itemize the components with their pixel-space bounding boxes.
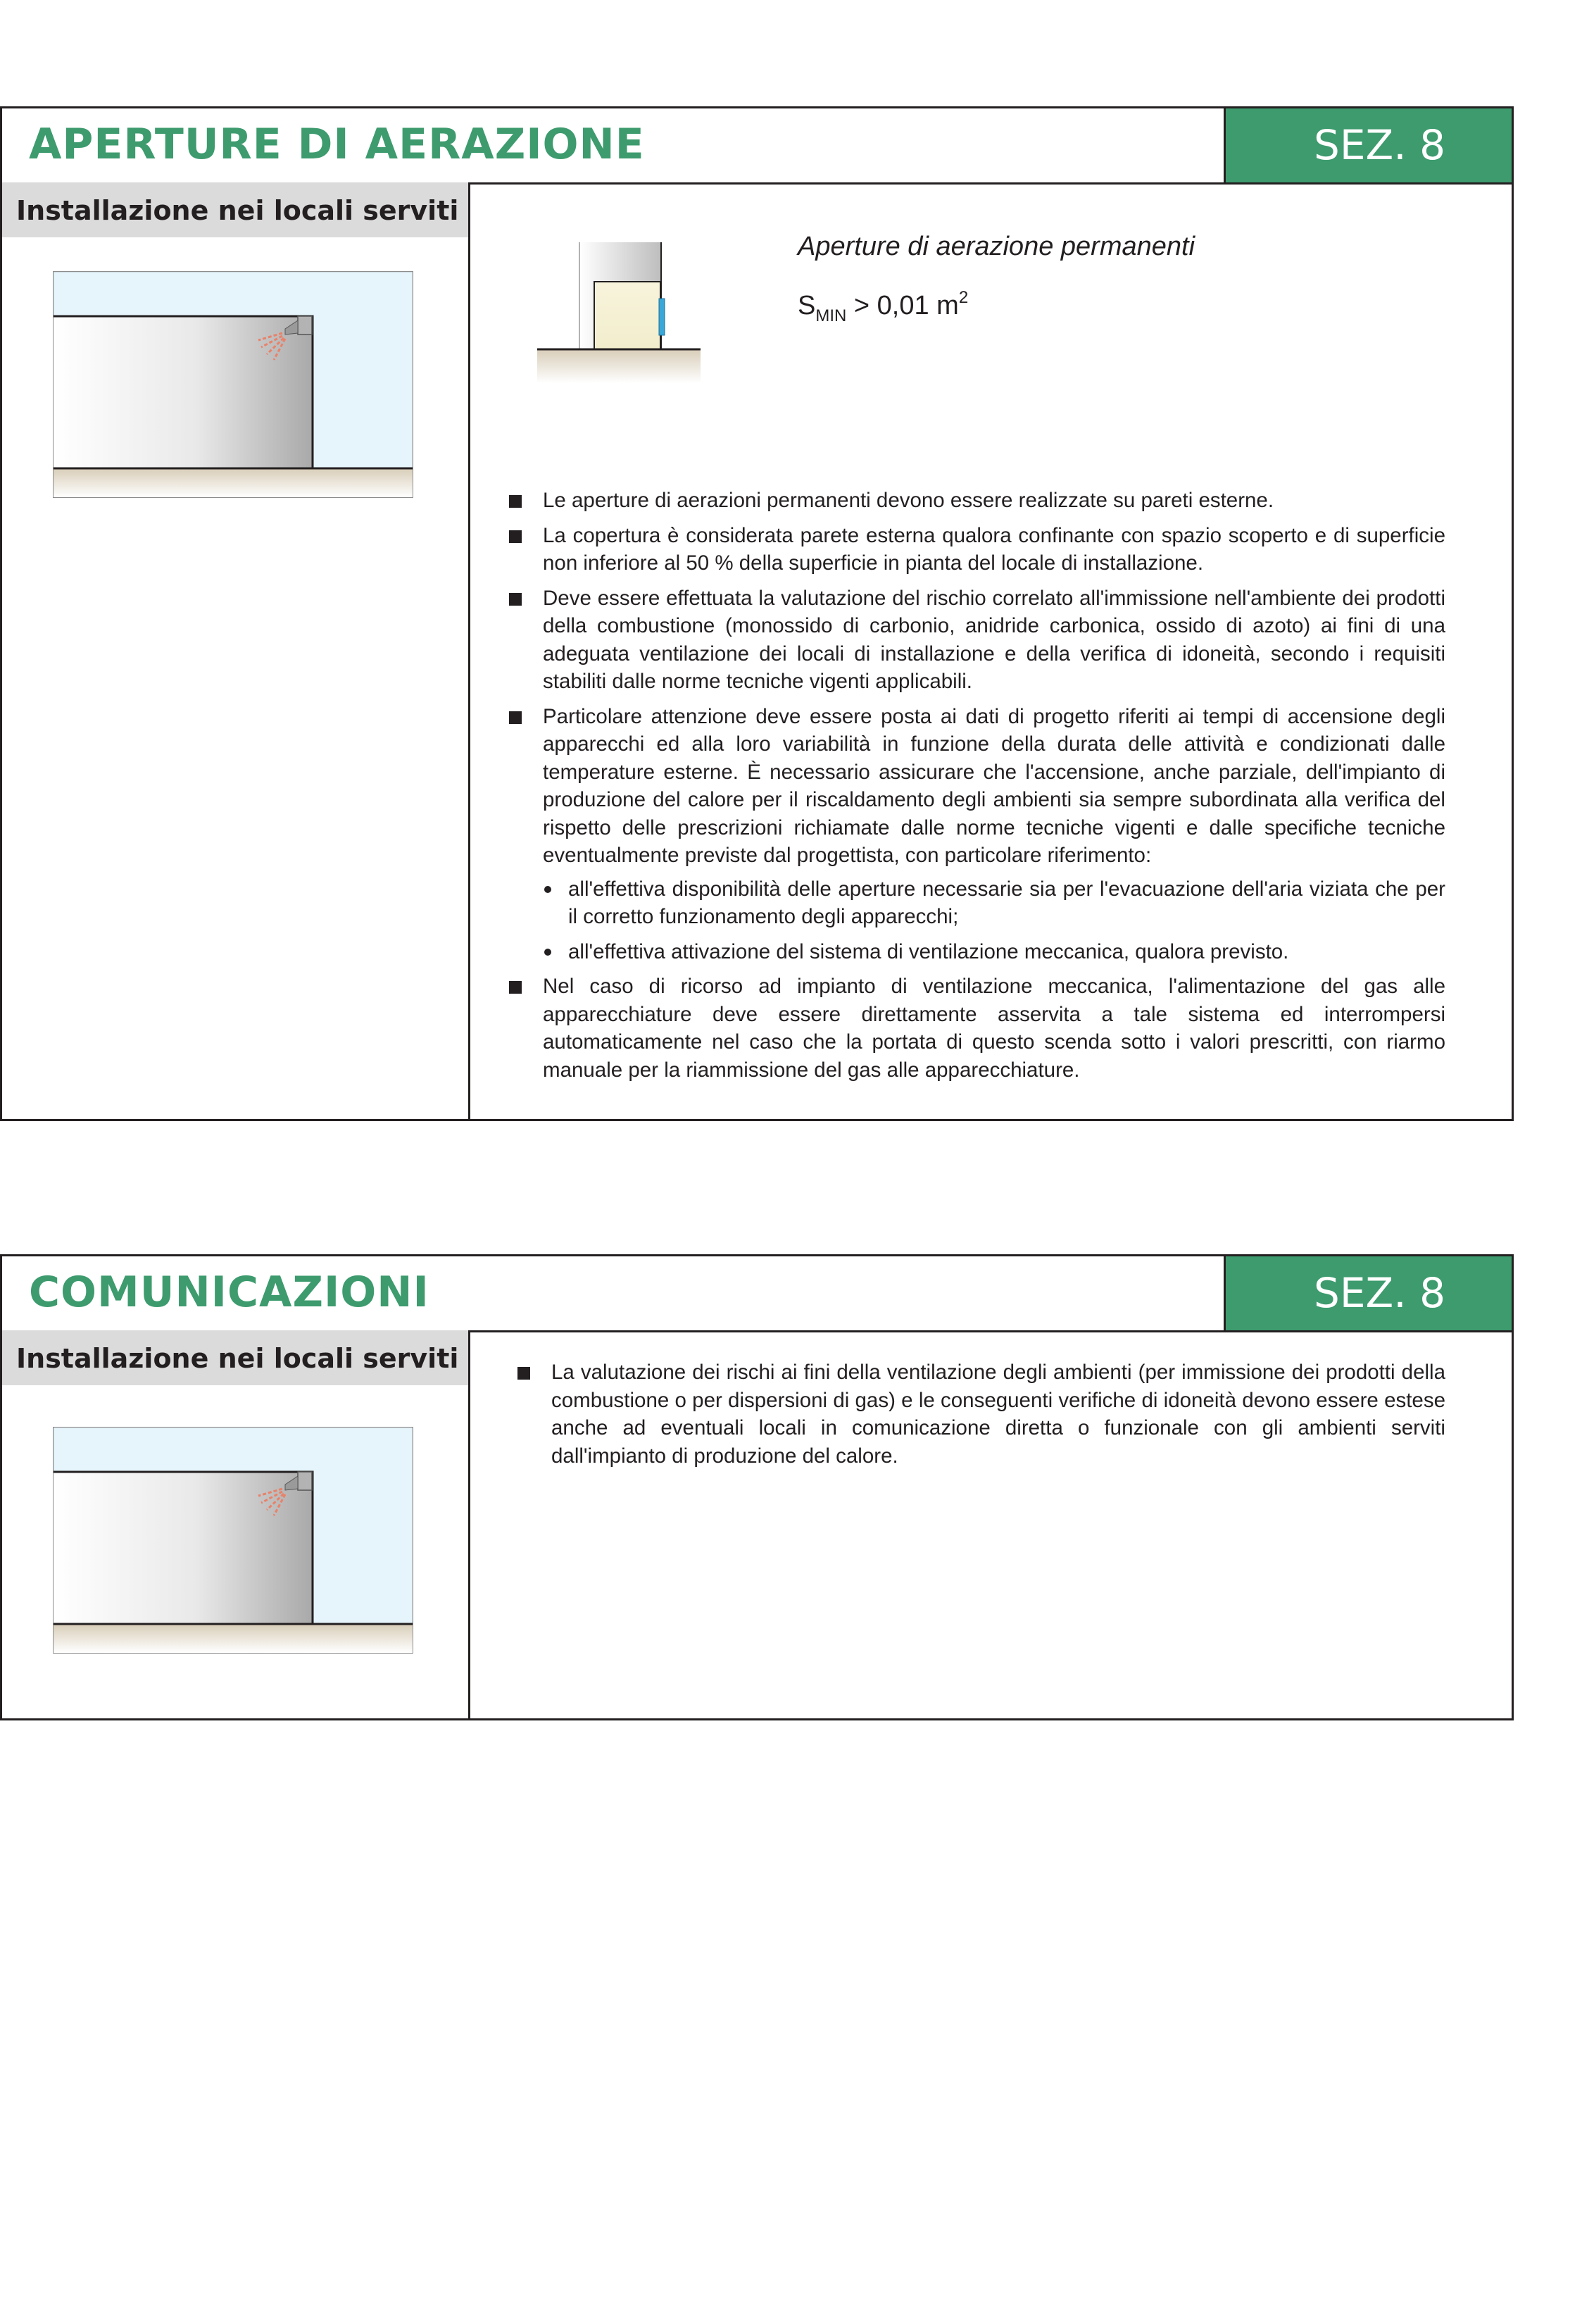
formula-subscript: MIN	[815, 306, 847, 325]
list-item: La valutazione dei rischi ai fini della ventilazione degli ambienti (per immissione dei prodotti della combustione o per dispersioni di gas) e le conseguenti verifiche di idoneità devono essere estese anche ad eventuali locali in comunicazione diretta o funzionale con gli ambienti serviti dall'impianto di produzione del calore.	[517, 1358, 1445, 1470]
subheader	[2, 182, 468, 237]
list-item-text: Particolare attenzione deve essere posta ai dati di progetto riferiti ai tempi di accensione degli apparecchi ed alla loro variabilità in funzione della durata delle attività e condizionati dalle temperature esterne. È necessario assicurare che l'accensione, anche parziale, dell'impianto di produzione del calore per il riscaldamento degli ambienti sia sempre subordinata alla verifica del rispetto delle prescrizioni richiamate dalle norme tecniche vigenti e dalle specifiche tecniche eventualmente previste dal progettista, con particolare riferimento:	[543, 704, 1445, 867]
formula-symbol: S	[798, 291, 816, 320]
formula-relation: > 0,01 m	[846, 291, 959, 320]
section-number-badge	[1224, 1256, 1512, 1330]
list-item: Deve essere effettuata la valutazione del rischio correlato all'immissione nell'ambiente dei prodotti della combustione (monossido di carbonio, anidride carbonica, ossido di azoto) ai fini di una adeguata ventilazione dei locali di installazione e della verifica di idoneità, secondo i requisiti stabiliti dalle norme tecniche vigenti applicabili.	[509, 585, 1445, 696]
room-illustration	[53, 271, 413, 498]
list-item	[509, 703, 1445, 966]
building-wall	[54, 1472, 313, 1624]
room-illustration	[53, 1427, 413, 1654]
vent-opening-diagram	[537, 242, 701, 383]
section-header	[2, 1256, 1512, 1332]
right-column	[470, 1330, 1512, 1718]
list-item: La copertura è considerata parete esterna qualora confinante con spazio scoperto e di superficie non inferiore al 50 % della superficie in pianta del locale di installazione.	[509, 522, 1445, 577]
right-column	[470, 182, 1512, 1119]
section-number-badge	[1224, 108, 1512, 182]
ground	[54, 1624, 413, 1653]
subheader-label: Installazione nei locali serviti	[16, 195, 459, 226]
section-number-label: SEZ. 8	[1314, 1269, 1445, 1317]
section-header	[2, 108, 1512, 185]
section-aperture-di-aerazione	[0, 106, 1514, 1121]
section-number-label: SEZ. 8	[1314, 121, 1445, 169]
left-column	[2, 182, 470, 1119]
bullet-list	[509, 487, 1445, 1091]
vent-opening-marker	[659, 299, 665, 335]
sub-list-item: all'effettiva disponibilità delle aperture necessarie sia per l'evacuazione dell'aria viziata che per il corretto funzionamento degli apparecchi;	[543, 875, 1445, 931]
list-item: Le aperture di aerazioni permanenti devono essere realizzate su pareti esterne.	[509, 487, 1445, 515]
ground	[54, 468, 413, 497]
list-item: Nel caso di ricorso ad impianto di ventilazione meccanica, l'alimentazione del gas alle apparecchiature deve essere direttamente asservita a tale sistema ed interrompersi automaticamente nel caso che la portata di questo scenda sotto i valori prescritti, con riarmo manuale per la riammissione del gas alle apparecchiature.	[509, 973, 1445, 1084]
left-column	[2, 1330, 470, 1718]
sub-list	[543, 875, 1445, 966]
subheader	[2, 1330, 468, 1385]
building-wall	[54, 316, 313, 468]
subheader-label: Installazione nei locali serviti	[16, 1343, 459, 1374]
section-title: COMUNICAZIONI	[29, 1268, 429, 1317]
formula-superscript: 2	[958, 288, 969, 307]
formula	[798, 288, 968, 326]
sub-list-item: all'effettiva attivazione del sistema di ventilazione meccanica, qualora previsto.	[543, 938, 1445, 966]
appliance-box	[594, 282, 660, 349]
diagram-caption: Aperture di aerazione permanenti	[798, 232, 1195, 261]
bullet-list	[517, 1358, 1445, 1477]
section-title: APERTURE DI AERAZIONE	[29, 120, 645, 169]
section-comunicazioni	[0, 1254, 1514, 1720]
floor	[537, 349, 701, 383]
